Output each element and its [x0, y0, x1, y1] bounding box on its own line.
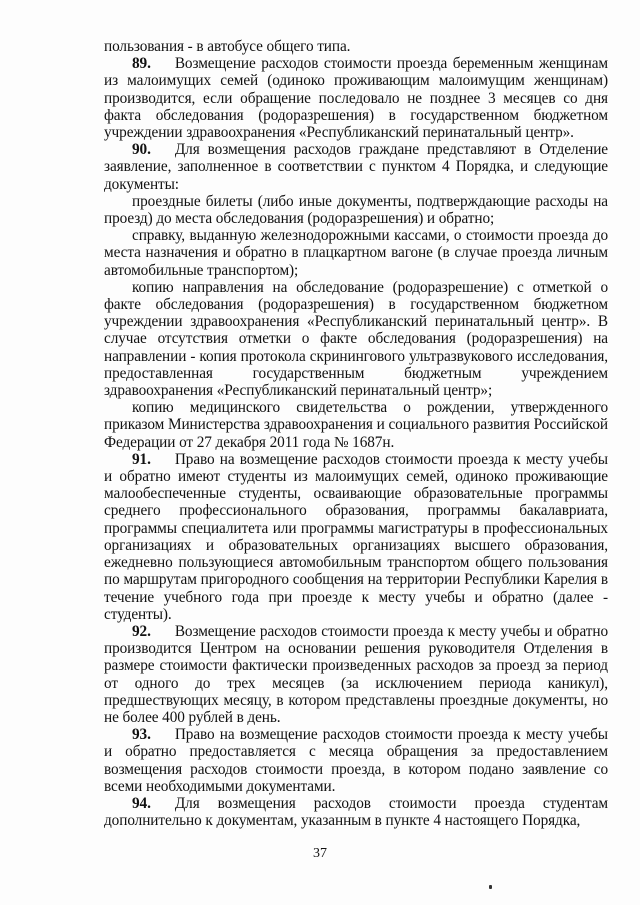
paragraph-text: Возмещение расходов стоимости проезда беременным женщинам из малоимущих семей (одиноко проживающим малоимущим женщинам) производится, если обращение последовало не позднее 3 месяцев со дня факта обследования (родоразрешения) в государственном бюджетном учреждении здравоохранения «Республиканский перинатальный центр». [104, 55, 608, 142]
clause-number: 89. [132, 55, 151, 73]
paragraph [104, 227, 608, 279]
clause-93 [104, 726, 608, 795]
document-body [104, 38, 608, 829]
paragraph-text: Право на возмещение расходов стоимости проезда к месту учебы и обратно предоставляется с месяца обращения за предоставлением возмещения расходов стоимости проезда, в котором подано заявление со всеми необходимыми документами. [104, 726, 608, 795]
paragraph-text: Для возмещения расходов граждане представляют в Отделение заявление, заполненное в соответствии с пунктом 4 Порядка, и следующие документы: [104, 141, 608, 193]
paragraph-text: пользования - в автобусе общего типа. [104, 38, 351, 55]
paragraph-text: Для возмещения расходов стоимости проезда студентам дополнительно к документам, указанным в пункте 4 настоящего Порядка, [104, 794, 608, 830]
paragraph-text: Право на возмещение расходов стоимости проезда к месту учебы и обратно имеют студенты из малоимущих семей, одиноко проживающие малообеспеченные студенты, осваивающие образовательные программы среднего профессионального образования, программы бакалавриата, программы специалитета или программы магистратуры в профессиональных организациях и образовательных организациях высшего образования, ежедневно пользующиеся автомобильным транспортом общего пользования по маршрутам пригородного сообщения на территории Республики Карелия в течение учебного года при проезде к месту учебы и обратно (далее - студенты). [104, 450, 608, 623]
clause-94 [104, 795, 608, 829]
clause-number: 90. [132, 141, 151, 159]
paragraph-text: проездные билеты (либо иные документы, подтверждающие расходы на проезд) до места обследования (родоразрешения) и обратно; [104, 192, 608, 228]
scan-speck [489, 885, 492, 889]
page-number: 37 [313, 846, 327, 861]
paragraph [104, 399, 608, 451]
clause-92 [104, 623, 608, 726]
clause-89 [104, 55, 608, 141]
clause-91 [104, 451, 608, 623]
paragraph-text: справку, выданную железнодорожными кассами, о стоимости проезда до места назначения и обратно в плацкартном вагоне (в случае проезда личным автомобильные транспортом); [104, 227, 608, 279]
paragraph [104, 38, 608, 55]
paragraph [104, 279, 608, 399]
clause-number: 92. [132, 622, 151, 640]
clause-number: 94. [132, 794, 151, 812]
paragraph-text: копию медицинского свидетельства о рождении, утвержденного приказом Министерства здравоохранения и социального развития Российской Федерации от 27 декабря 2011 года № 1687н. [104, 399, 608, 451]
paragraph-text: Возмещение расходов стоимости проезда к месту учебы и обратно производится Центром на основании решения руководителя Отделения в размере стоимости фактически произведенных расходов за проезд за период от одного до трех месяцев (за исключением периода каникул), предшествующих месяцу, в котором представлены проездные документы, но не более 400 рублей в день. [104, 622, 608, 726]
paragraph [104, 193, 608, 227]
clause-90 [104, 141, 608, 193]
clause-number: 93. [132, 726, 151, 744]
paragraph-text: копию направления на обследование (родоразрешение) с отметкой о факте обследования (родоразрешения) в государственном бюджетном учреждении здравоохранения «Республиканский перинатальный центр». В случае отсутствия отметки о факте обследования (родоразрешения) на направлении - копия протокола скринингового ультразвукового исследования, предоставленная государственным бюджетным учреждением здравоохранения «Республиканский перинатальный центр»; [104, 278, 608, 400]
clause-number: 91. [132, 450, 151, 468]
